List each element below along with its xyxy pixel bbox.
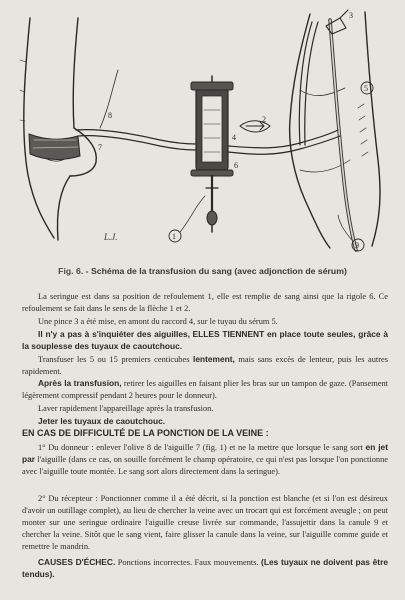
recipient-vein-drawing — [330, 20, 368, 250]
recipient-arm-drawing — [290, 12, 380, 248]
figure-caption — [0, 266, 405, 276]
emphasis-text: lentement, — [193, 354, 235, 364]
emphasis-text: Il n'y a pas à s'inquiéter des aiguilles, — [38, 329, 190, 339]
paragraph-after-transfusion — [22, 378, 388, 402]
callout-7: 7 — [98, 143, 102, 152]
artist-signature: L.J. — [104, 232, 118, 242]
figure-caption-text: Schéma de la transfusion du sang (avec adjonction de sérum) — [90, 266, 347, 276]
paragraph-text: mais sans excès de lenteur, puis les autres rapidement. — [22, 355, 389, 376]
paragraph-wash — [22, 403, 388, 415]
paragraph-text: l'aiguille (dans ce cas, on souille forcément le champ opératoire, ce qui n'est pas lorsque l'on ponctionne avec l'aiguille toute montée. Le sang sort alors directement dans la seringue). — [22, 454, 388, 476]
emphasis-text: en jet par — [22, 442, 389, 464]
callout-1: 1 — [172, 232, 176, 241]
paragraph-text: Laver rapidement l'appareillage après la transfusion. — [38, 404, 214, 413]
syringe-drawing — [191, 76, 233, 232]
paragraph-donor — [22, 442, 388, 478]
paragraph-needles — [22, 329, 388, 353]
callout-8: 8 — [108, 111, 112, 120]
callout-5: 5 — [364, 84, 368, 93]
figure-caption-separator: - — [85, 266, 91, 276]
paragraph-syringe-position — [22, 291, 388, 315]
paragraph-recipient — [22, 493, 388, 553]
callout-6: 6 — [234, 161, 238, 170]
emphasis-text: Jeter les tuyaux de caoutchouc. — [38, 416, 166, 426]
paragraph-clamp — [22, 316, 388, 328]
callout-2: 2 — [262, 115, 266, 124]
paragraph-discard-tubes — [22, 416, 388, 428]
section-heading-difficulty — [22, 428, 388, 440]
paragraph-transfuse — [22, 354, 388, 378]
tourniquet-band-drawing — [29, 134, 80, 160]
callout-4: 4 — [232, 133, 236, 142]
callout-3: 3 — [349, 11, 353, 20]
emphasis-text: Après la transfusion, — [38, 378, 122, 388]
figure-caption-label: Fig. 6. — [58, 266, 84, 276]
donor-arm-drawing — [20, 18, 96, 240]
transfusion-apparatus-illustration — [0, 0, 405, 262]
paragraph-text: 2° Du récepteur : Ponctionner comme il a été décrit, si la ponction est blanche (et si l'on est désireux d'avoir un outillage complet), au lieu de chercher la veine avec un trocart qui est forcément aveugle ; on peut monter sur une seringue ordinaire l'aiguille creuse livrée sur commande, l'assujettir dans la canule 9 et chercher la veine. Sitôt que le sang vient, faire glisser la canule dans la veine, sur l'aiguille comme guide et remettre le mandrin. — [22, 494, 388, 551]
paragraph-text: La seringue est dans sa position de refoulement 1, elle est remplie de sang ainsi que la rigole 6. Ce refoulement se fait dans le sens de la flèche 1 et 2. — [22, 292, 388, 313]
paragraph-text: retirer les aiguilles en faisant plier les bras sur un tampon de gaze. (Pansement légèrement compressif pendant 2 heures pour le donneur). — [22, 379, 389, 400]
paragraph-text: Une pince 3 a été mise, en amont du raccord 4, sur le tuyau du sérum 5. — [38, 317, 278, 326]
emphasis-text: (Les tuyaux ne doivent pas être tendus). — [22, 557, 389, 579]
paragraph-text: Ponctions incorrectes. Faux mouvements. — [117, 558, 259, 567]
emphasis-text: CAUSES D'ÉCHEC. — [38, 557, 116, 567]
paragraph-failure-causes — [22, 557, 388, 581]
emphasis-text: ELLES TIENNENT en place toute seules, grâce à la souplesse des tuyaux de caoutchouc. — [22, 329, 389, 351]
section-heading: EN CAS DE DIFFICULTÉ DE LA PONCTION DE LA VEINE : — [22, 428, 269, 438]
paragraph-text: Transfuser les 5 ou 15 premiers centicubes — [38, 355, 190, 364]
paragraph-text: 1° Du donneur : enlever l'olive 8 de l'aiguille 7 (fig. 1) et ne la mettre que lorsque le sang sort — [38, 443, 363, 452]
callout-9: 9 — [355, 241, 359, 250]
